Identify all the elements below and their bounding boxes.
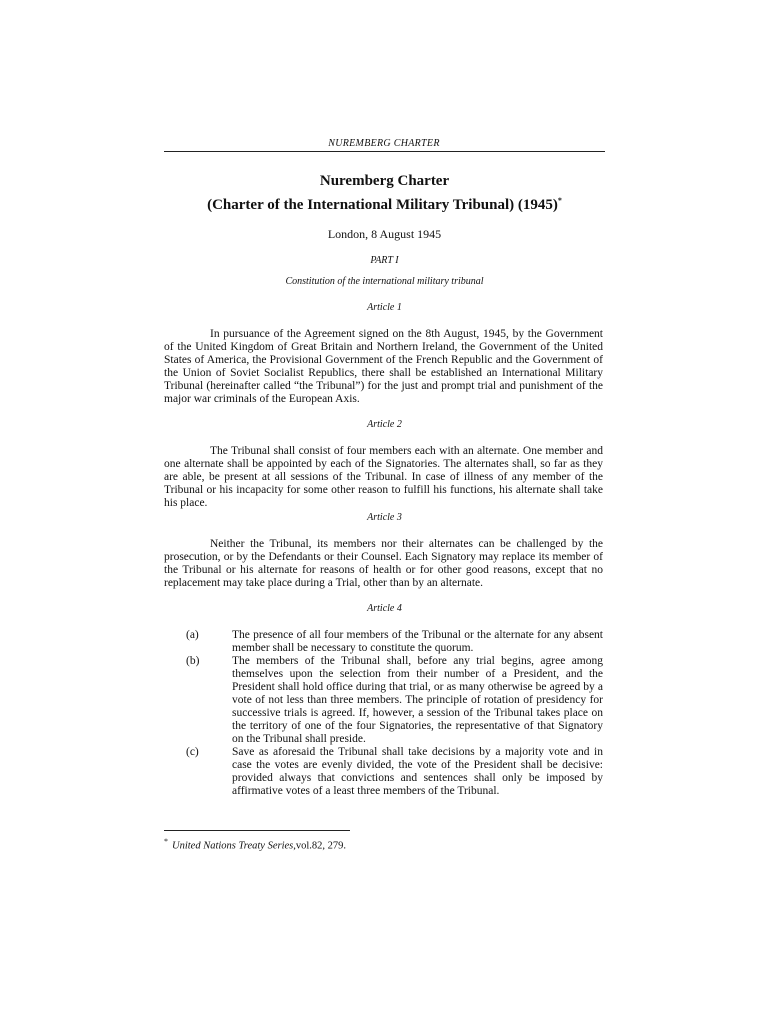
article-4-items bbox=[164, 629, 603, 798]
place-date: London, 8 August 1945 bbox=[327, 227, 442, 241]
title-footnote-mark[interactable]: * bbox=[557, 196, 562, 205]
item-label: (a) bbox=[186, 629, 199, 641]
article-4-heading: Article 4 bbox=[367, 603, 402, 614]
document-title bbox=[164, 172, 605, 215]
footnote-rule bbox=[164, 830, 350, 831]
running-head: NUREMBERG CHARTER bbox=[328, 138, 440, 149]
item-label: (b) bbox=[186, 655, 200, 667]
article-2-heading: Article 2 bbox=[367, 419, 402, 430]
list-item bbox=[164, 655, 603, 746]
item-text: The members of the Tribunal shall, before any trial begins, agree among themselves upon the selection from their number of a President, and the President shall hold office during that trial, or as many otherwise be agreed by a vote of not less than three members. The principle of rotation of presidency for successive trials is agreed. If, however, a session of the Tribunal takes place on the territory of one of the four Signatories, the representative of that Signatory on the Tribunal shall preside. bbox=[232, 655, 603, 745]
part-heading: PART I bbox=[370, 255, 399, 266]
title-line-2-text: (Charter of the International Military Tribunal) (1945) bbox=[207, 197, 558, 213]
article-3-heading: Article 3 bbox=[367, 512, 402, 523]
part-subtitle: Constitution of the international military tribunal bbox=[285, 276, 484, 287]
list-item bbox=[164, 746, 603, 798]
article-2-text: The Tribunal shall consist of four members each with an alternate. One member and one alternate shall be appointed by each of the Signatories. The alternates shall, so far as they are able, be present at all sessions of the Tribunal. In case of illness of any member of the Tribunal or his incapacity for some other reason to fulfill his functions, his alternate shall take his place. bbox=[164, 445, 603, 509]
title-line-1: Nuremberg Charter bbox=[319, 173, 450, 189]
article-3-text: Neither the Tribunal, its members nor their alternates can be challenged by the prosecution, or by the Defendants or their Counsel. Each Signatory may replace its member of the Tribunal or his alternate for reasons of health or for other good reasons, except that no replacement may take place during a Trial, other than by an alternate. bbox=[164, 538, 603, 589]
article-1-text: In pursuance of the Agreement signed on the 8th August, 1945, by the Government of the United Kingdom of Great Britain and Northern Ireland, the Government of the United States of America, the Provisional Government of the French Republic and the Government of the Union of Soviet Socialist Republics, there shall be established an International Military Tribunal (hereinafter called “the Tribunal”) for the just and prompt trial and punishment of the major war criminals of the European Axis. bbox=[164, 328, 603, 405]
title-line-2 bbox=[164, 191, 605, 215]
footnote bbox=[164, 837, 346, 852]
item-text: The presence of all four members of the Tribunal or the alternate for any absent member shall be necessary to constitute the quorum. bbox=[232, 629, 603, 654]
list-item bbox=[164, 629, 603, 655]
article-1-heading: Article 1 bbox=[367, 302, 402, 313]
item-label: (c) bbox=[186, 746, 199, 758]
footnote-mark: * bbox=[164, 837, 168, 846]
header-rule bbox=[164, 151, 605, 152]
footnote-reference: ,vol.82, 279. bbox=[293, 840, 347, 852]
item-text: Save as aforesaid the Tribunal shall take decisions by a majority vote and in case the votes are evenly divided, the vote of the President shall be decisive: provided always that convictions and sentences shall only be imposed by affirmative votes of a least three members of the Tribunal. bbox=[232, 746, 603, 797]
footnote-source: United Nations Treaty Series bbox=[172, 840, 294, 852]
